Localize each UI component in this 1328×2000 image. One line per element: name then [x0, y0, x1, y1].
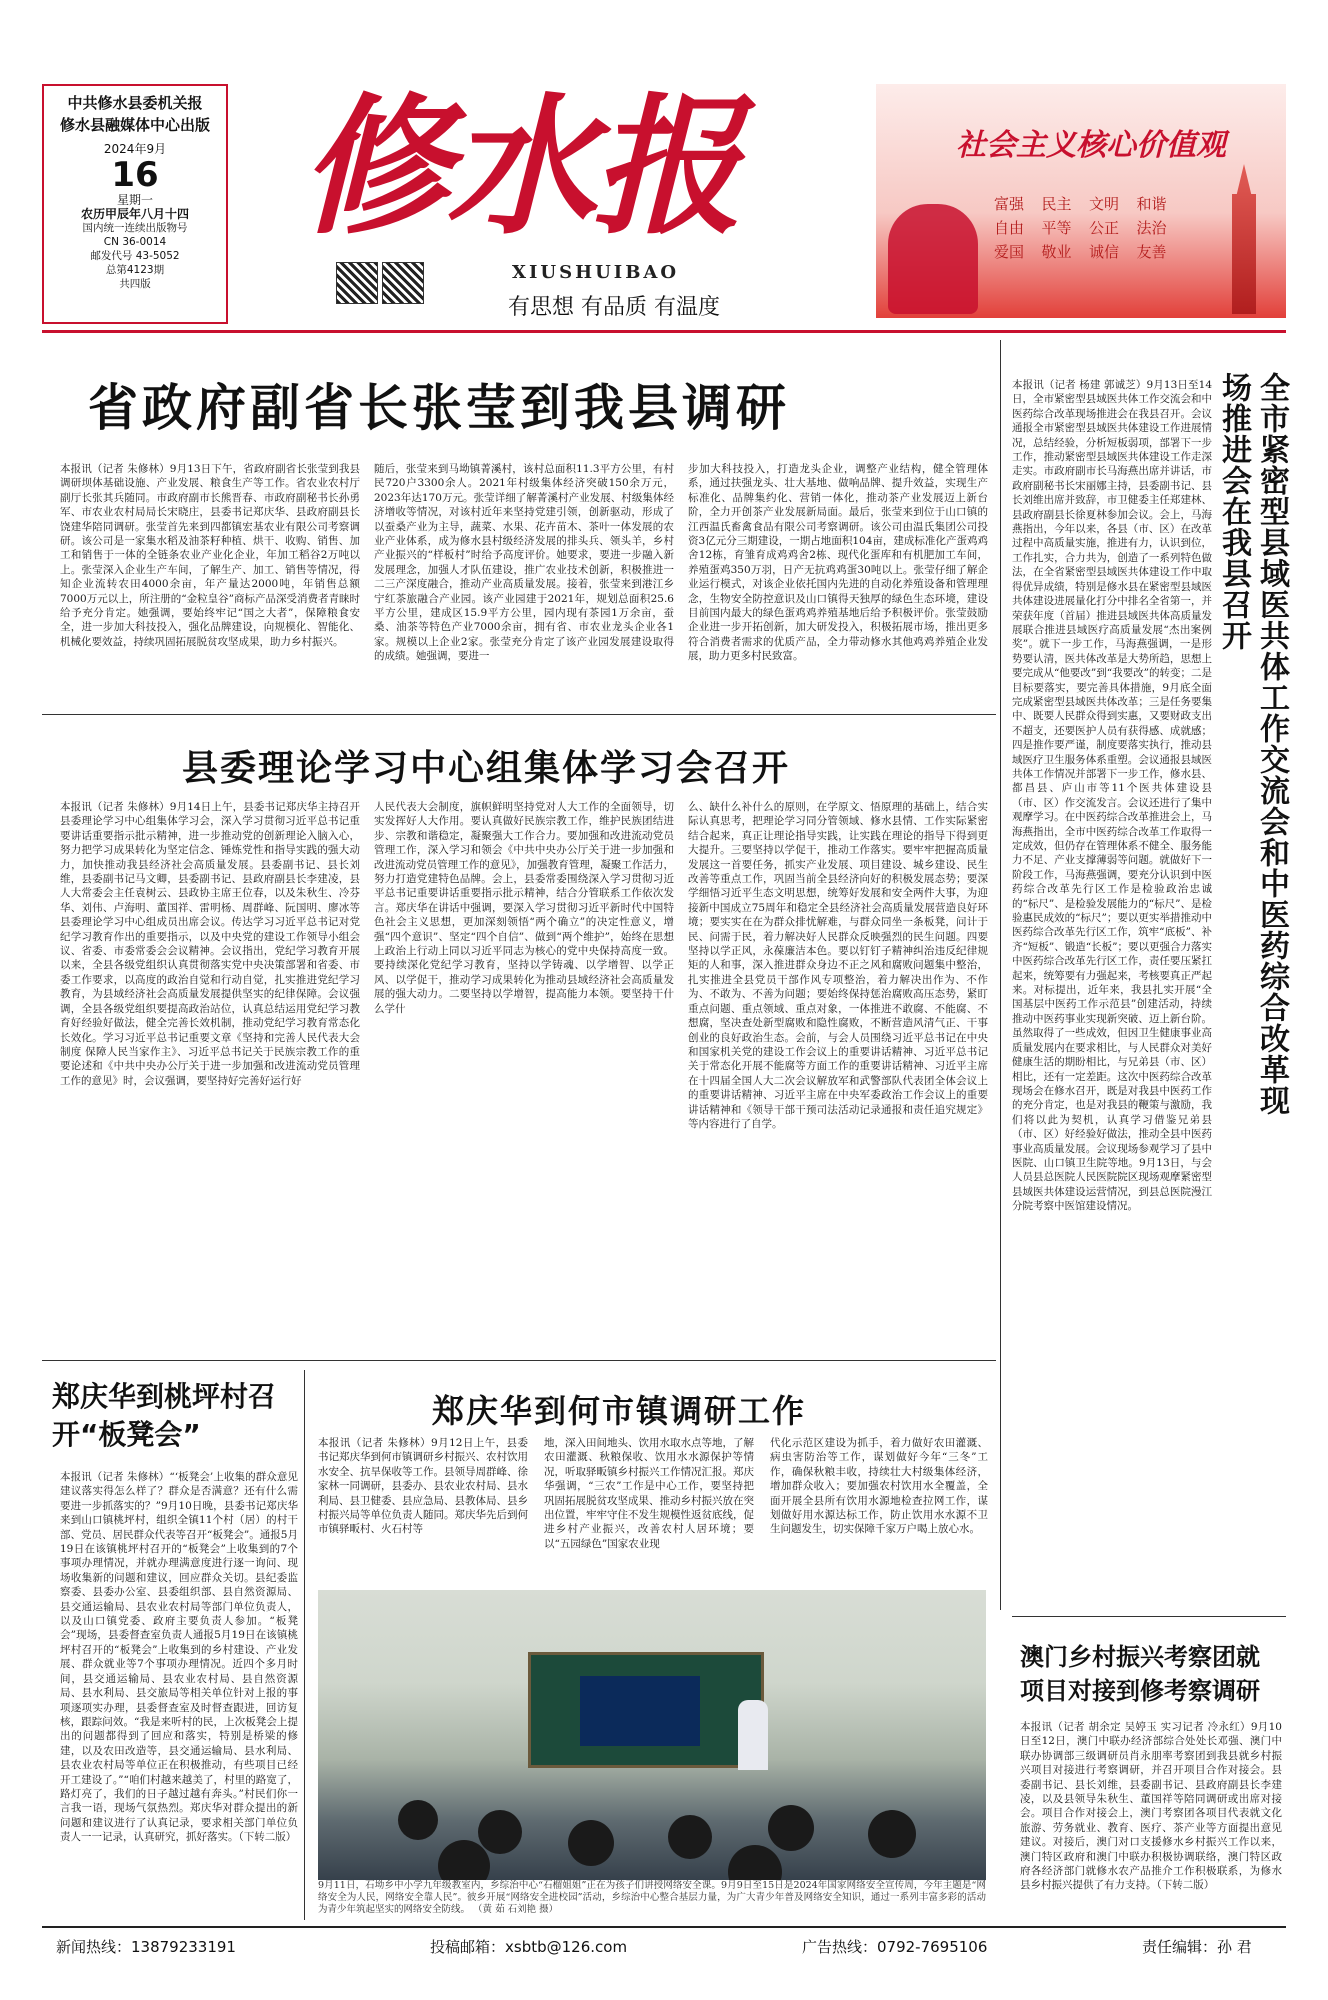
- qr-code-icon: [382, 262, 424, 304]
- value-item: 爱国: [994, 243, 1025, 261]
- photo-credit: （黄 茹 石刘艳 摄）: [473, 1904, 559, 1915]
- value-item: 法治: [1136, 219, 1167, 237]
- lead-article-col2: 随后，张莹来到马坳镇菁溪村，该村总面积11.3平方公里，有村民720户3300余人。2021年村级集体经济突破150余万元，2023年达170万元。张莹详细了解菁溪村产业发展、村级集体经济增收等情况，对该村近年来坚持党建引领，创新驱动，形成了以蚕桑产业为主导，蔬菜、水果、花卉苗木、茶叶一体发展的农业产业体系，成为修水县村级经济发展的排头兵、领头羊，乡村产业振兴的“样板村”时给予高度评价。她要求，要进一步融入新发展理念，加强人才队伍建设，推广农业技术创新，积极推进一二三产深度融合，推动产业高质量发展。接着，张莹来到港江乡宁红茶旅融合产业园。该产业园建于2021年，规划总面积25.6平方公里，建成区15.9平方公里，园内现有茶园1万余亩，蚕桑、油茶等特色产业7000余亩，拥有省、市农业龙头企业各1家。规模以上企业2家。张莹充分肯定了该产业园发展建设取得的成绩。她强调，要进一: [374, 463, 674, 663]
- postal-code: 邮发代号 43-5052: [90, 250, 180, 262]
- caption-text: 9月11日，石坳乡中小学九年级教室内，乡综治中心“石榴姐姐”正在为孩子们讲授网络安全课。9月9日至15日是2024年国家网络安全宣传周，今年主题是“网络安全为人民，网络安全靠人民”。彼乡开展“网络安全进校园”活动，乡综治中心整合基层力量，为广大青少年普及网络安全知识，通过一系列丰富多彩的活动为青少年筑起坚实的网络安全防线。: [318, 1880, 986, 1915]
- value-item: 富强: [994, 195, 1025, 213]
- student-head: [478, 1810, 522, 1854]
- footer-rule: [42, 1926, 1286, 1928]
- page-count: 共四版: [119, 278, 151, 290]
- news-hotline: 新闻热线：13879233191: [56, 1938, 236, 1956]
- macao-delegation-body: 本报讯（记者 胡余定 吴婷玉 实习记者 冷永红）9月10日至12日，澳门中联办经济部综合处处长邓强、澳门中联办协调部三级调研员肖永朋率考察团到我县就乡村振兴项目对接进行考察调研，并召开项目合作对接会。县委副书记、县长刘维，县委副书记、县政府副县长李建凌，以及县领导朱秋生、董国祥等陪同调研或出席对接会。项目合作对接会上，澳门考察团各项目代表就文化旅游、劳务就业、教育、医疗、茶产业等方面提出意见建议。对接后，澳门对口支援修水乡村振兴工作以来，澳门特区政府和澳门中联办积极协调联络，澳门特区政府各经济部门就修水农产品推介工作积极联系，为修水县乡村振兴提供了有力支持。（下转二版）: [1020, 1721, 1282, 1892]
- submission-email: 投稿邮箱：xsbtb@126.com: [430, 1938, 628, 1956]
- value-item: 友善: [1136, 243, 1167, 261]
- issue-day: 16: [111, 155, 159, 195]
- divider: [42, 714, 996, 715]
- cn-number: CN 36-0014: [103, 236, 167, 248]
- student-head: [668, 1815, 712, 1859]
- publisher-line-1: 中共修水县委机关报: [67, 94, 203, 112]
- heshi-research-col2: 地，深入田间地头、饮用水取水点等地，了解农田灌溉、秋粮保收、饮用水水源保护等情况，听取驿畈镇乡村振兴工作情况汇报。郑庆华强调，“三农”工作是中心工作，要坚持把巩固拓展脱贫攻坚成果、推动乡村振兴放在突出位置，牢牢守住不发生规模性返贫底线，促进乡村产业振兴，改善农村人居环境；要以“五园绿色”国家农业现: [544, 1437, 754, 1550]
- publisher-line-2: 修水县融媒体中心出版: [59, 116, 210, 134]
- logo-pinyin: XIUSHUIBAO: [512, 262, 680, 283]
- heshi-research-col3: 代化示范区建设为抓手，着力做好农田灌溉、病虫害防治等工作，谋划做好今年“三冬”工作，确保秋粮丰收，持续壮大村级集体经济，增加群众收入；要加强农村饮用水全覆盖，全面开展全县所有饮用水源地检查拉网工作，谋划做好用水源达标工作，防止饮用水水源不卫生问题发生，切实保障千家万户喝上放心水。: [770, 1437, 988, 1536]
- bench-meeting-body: 本报讯（记者 朱修林）“‘板凳会’上收集的群众意见建议落实得怎么样了？群众是否满意？还有什么需要进一步抓落实的？”9月10日晚，县委书记郑庆华来到山口镇桃坪村，组织全镇11个村（居）的村干部、党员、居民群众代表等召开“板凳会”。通报5月19日在该镇桃坪村召开的“板凳会”上收集到的7个事项办理情况，并就办理满意度进行逐一询问、现场收集新的问题和建议，回应群众关切。县纪委监察委、县委办公室、县委组织部、县自然资源局、县交通运输局、县农业农村局等部门单位负责人，以及山口镇党委、政府主要负责人参加。“板凳会”现场，县委督查室负责人通报5月19日在该镇桃坪村召开的“板凳会”上收集到的乡村建设、产业发展、群众就业等7个事项办理情况。近四个多月时间，县交通运输局、县农业农村局、县自然资源局、县水利局、县交旅局等相关单位针对上报的事项逐项实办理，县委督查室及时督查跟进，回访复核，跟踪问效。“我是来听村的民，上次板凳会上提出的问题都得到了回应和落实，特别是桥梁的修建，以及农田改造等，县交通运输局、县水利局、县农业农村局等单位正在积极推动，有些项目已经开工建设了。”“咱们村越来越美了，村里的路宽了，路灯亮了，我们的日子越过越有奔头。”村民们你一言我一语，现场气氛热烈。郑庆华对群众提出的新问题和建议进行了认真记录，要求相关部门单位负责人一一记录，认真研究，抓好落实。（下转二版）: [60, 1471, 298, 1844]
- theory-study-col1: 本报讯（记者 朱修林）9月14日上午，县委书记郑庆华主持召开县委理论学习中心组集体学习会，深入学习贯彻习近平总书记重要讲话重要指示批示精神，进一步推动党的创新理论入脑入心，努力把学习成果转化为坚定信念、锤炼党性和指导实践的强大动力，加快推动我县经济社会高质量发展。县委副书记、县长刘维，县委副书记马文卿，县委副书记、县政府副县长李建凌，县人大常委会主任袁树云、县政协主席王位春，以及朱秋生、冷芬华、刘伟、卢海明、董国祥、雷明杨、周群峰、阮国明、廖冰等县委理论学习中心组成员出席会议。传达学习习近平总书记对党纪学习教育作出的重要指示，以及中央党的建设工作领导小组会议、省委、市委常委会会议精神。会议指出，党纪学习教育开展以来，全县各级党组织认真贯彻落实党中央决策部署和省委、市委工作要求，以高度的政治自觉和行动自觉，扎实推进党纪学习教育，为县域经济社会高质量发展提供坚实的纪律保障。会议强调，全县各级党组织要提高政治站位，认真总结运用党纪学习教育好经验好做法，健全完善长效机制，推动党纪学习教育常态化长效化。学习习近平总书记重要文章《坚持和完善人民代表大会制度 保障人民当家作主》、习近平总书记关于民族宗教工作的重要论述和《中共中央办公厅关于进一步加强和改进流动党员管理工作的意见》时，会议强调，要坚持好完善好运行好: [60, 801, 360, 1087]
- divider: [42, 1360, 996, 1361]
- heshi-research-headline: 郑庆华到何市镇调研工作: [432, 1392, 807, 1430]
- lead-headline: 省政府副省长张莹到我县调研: [88, 379, 790, 437]
- theory-study-col3: 么、缺什么补什么的原则，在学原文、悟原理的基础上，结合实际认真思考，把理论学习同分管领域、修水县情、工作实际紧密结合起来，真正让理论指导实践，让实践在理论的指导下得到更大提升。三要坚持以学促干，推动工作落实。要牢牢把握高质量发展这一首要任务，抓实产业发展、项目建设、城乡建设、民生改善等重点工作，巩固当前全县经济向好的积极发展态势；要深学细悟习近平生态文明思想，统筹好发展和安全两件大事，为迎接新中国成立75周年和稳定全县经济社会高质量发展营造良好环境；要实实在在为群众排忧解难，与群众同坐一条板凳，问计于民、问需于民，着力解决好人民群众反映强烈的民生问题。四要坚持以学正风，永葆廉洁本色。要以钉钉子精神纠治违反纪律规矩的人和事，深入推进群众身边不正之风和腐败问题集中整治，扎实推进全县党员干部作风专项整治，着力解决出作为、不作为、不敢为、不善为问题；要始终保持惩治腐败高压态势，紧盯重点问题、重点领域、重点对象，一体推进不敢腐、不能腐、不想腐，坚决查处新型腐败和隐性腐败，不断营造风清气正、干事创业的良好政治生态。会前，与会人员围绕习近平总书记在中央和国家机关党的建设工作会议上的重要讲话精神、习近平总书记关于常态化开展不能腐等方面工作的重要讲话精神、习近平主席在十四届全国人大二次会议解放军和武警部队代表团全体会议上的重要讲话精神、习近平主席在中央军委政治工作会议上的重要讲话精神和《领导干部干预司法活动记录通报和责任追究规定》等内容进行了自学。: [688, 801, 988, 1130]
- qr-code-icon: [336, 262, 378, 304]
- student-head: [868, 1810, 916, 1858]
- column-divider: [1000, 340, 1001, 1610]
- issue-number: 总第4123期: [105, 264, 165, 276]
- masthead-rule: [42, 330, 1286, 333]
- teacher-figure: [738, 1700, 768, 1770]
- core-values-banner: [876, 84, 1286, 318]
- theory-study-col2: 人民代表大会制度，旗帜鲜明坚持党对人大工作的全面领导，切实发挥好人大作用。要认真做好民族宗教工作，维护民族团结进步、宗教和谐稳定，凝聚强大工作合力。要加强和改进流动党员管理工作，深入学习和领会《中共中央办公厅关于进一步加强和改进流动党员管理工作的意见》，加强教育管理，凝聚工作活力，努力打造党建特色品牌。会上，县委常委围绕深入学习贯彻习近平总书记重要讲话重要指示批示精神，结合分管联系工作依次发言。郑庆华在讲话中强调，要深入学习贯彻习近平新时代中国特色社会主义思想，更加深刻领悟“两个确立”的决定性意义，增强“四个意识”、坚定“四个自信”、做到“两个维护”，始终在思想上政治上行动上同以习近平同志为核心的党中央保持高度一致。要持续深化党纪学习教育，坚持以学铸魂、以学增智、以学正风、以学促干，推动学习成果转化为推动县域经济社会高质量发展的强大动力。二要坚持以学增智，提高能力本领。要坚持干什么学什: [374, 801, 674, 1015]
- lunar-date: 农历甲辰年八月十四: [80, 207, 189, 221]
- projector-screen: [580, 1676, 700, 1746]
- theory-study-headline: 县委理论学习中心组集体学习会召开: [182, 748, 791, 789]
- student-head: [568, 1820, 614, 1866]
- medical-conference-headline: 全市紧密型县域医共体工作交流会和中医药综合改革现场推进会在我县召开: [1216, 372, 1289, 1116]
- column-divider: [304, 1370, 305, 1920]
- heshi-research-col1: 本报讯（记者 朱修林）9月12日上午，县委书记郑庆华到何市镇调研乡村振兴、农村饮用水安全、抗旱保收等工作。县领导周群峰、徐家林一同调研，县委办、县农业农村局、县水利局、县卫健委、县应急局、县教体局、县乡村振兴局等单位负责人随同。郑庆华先后到何市镇驿畈村、火石村等: [318, 1437, 528, 1536]
- stone-lion-icon: [888, 204, 978, 314]
- value-item: 自由: [994, 219, 1025, 237]
- lead-article-col3: 步加大科技投入，打造龙头企业，调整产业结构，健全管理体系，通过扶强龙头、壮大基地、做响品牌、提升效益，实现生产标准化、品牌集约化、营销一体化，推动茶产业发展迈上新台阶，全力开创茶产业发展新局面。最后，张莹来到位于山口镇的江西温氏畜禽食品有限公司考察调研。该公司由温氏集团公司投资3亿元分三期建设，一期占地面积104亩，建成标准化产蛋鸡鸡舍12栋，育雏育成鸡鸡舍2栋、现代化蛋库和有机肥加工车间，养殖蛋鸡350万羽，日产无抗鸡鸡蛋30吨以上。张莹仔细了解企业运行模式，对该企业依托国内先进的自动化养殖设备和管理理念，生物安全防控意识及山口镇得天独厚的绿色生态环境，建设目前国内最大的绿色蛋鸡鸡养殖基地后给予积极评价。张莹鼓励企业进一步开拓创新，加大研发投入，积极拓展市场，推出更多符合消费者需求的优质产品，全力带动修水其他鸡鸡养殖企业发展，助力更多村民致富。: [688, 463, 988, 663]
- value-item: 文明: [1089, 195, 1120, 213]
- value-item: 和谐: [1136, 195, 1167, 213]
- slogan: 有思想 有品质 有温度: [508, 295, 720, 320]
- macao-delegation-headline: 澳门乡村振兴考察团就项目对接到修考察调研: [1020, 1643, 1260, 1705]
- classroom-photo: [318, 1590, 986, 1898]
- bench-meeting-headline: 郑庆华到桃坪村召开“板凳会”: [52, 1380, 277, 1451]
- issue-month: 2024年9月: [103, 142, 167, 156]
- value-item: 敬业: [1041, 243, 1072, 261]
- photo-caption: [318, 1880, 986, 1924]
- divider: [1012, 1616, 1286, 1617]
- issue-info-box: [42, 84, 228, 324]
- value-item: 公正: [1089, 219, 1120, 237]
- medical-conference-body: 本报讯（记者 杨建 郭诚芝）9月13日至14日，全市紧密型县域医共体工作交流会和中医药综合改革现场推进会在我县召开。会议通报全市紧密型县域医共体建设工作进展情况，总结经验，分析短板弱项，部署下一步工作，推动紧密型县域医共体建设工作走深走实。市政府副市长马海燕出席并讲话，市政府副秘书长宋丽娜主持，县委副书记、县长刘维出席并致辞，市卫健委主任郑建林、县政府副县长徐夏林参加会议。会上，马海燕指出，今年以来，各县（市、区）在改革过程中高质量实施，推进有力，认识到位，工作扎实，合力共为，创造了一系列特色做法，在全省紧密型县域医共体建设工作中取得优异成绩，特别是修水县在紧密型县域医共体建设进展量化打分中排名全省第一，并荣获年度（首届）推进县域医共体高质量发展联合推进县域医疗高质量发展“杰出案例奖”。就下一步工作，马海燕强调，一是形势要认清，医共体改革是大势所趋，思想上要完成从“他要改”到“我要改”的转变；二是目标要落实，要完善具体措施，9月底全面完成紧密型县域医共体改革；三是任务要集中、既要人民群众得到实惠，又要财政支出不超支，还要医护人员有获得感、成就感；四是推作要严谨，制度要落实执行，推动县域医疗卫生服务体系重塑。会议通报县域医共体工作情况并部署下一步工作，修水县、都昌县、庐山市等11个医共体建设县（市、区）作交流发言。会议还进行了集中观摩学习。在中医药综合改革推进会上，马海燕指出，全市中医药综合改革工作取得一定成效，但仍存在管理体系不健全、服务能力不足、产业支撑薄弱等问题。就做好下一阶段工作，马海燕强调，要充分认识到中医药综合改革先行区工作是检验政治忠诚的“标尺”、是检验发展能力的“标尺”、是检验惠民成效的“标尺”；要以更实举措推动中医药综合改革先行区工作，筑牢“底板”、补齐“短板”、锻造“长板”；要以更强合力落实中医药综合改革先行区工作，责任要压紧扛起来，统筹要有力强起来，考核要真正严起来。对标提出，近年来，我县扎实开展“全国基层中医药工作示范县”创建活动，持续推动中医药事业实现新突破、迈上新台阶。虽然取得了一些成效，但因卫生健康事业高质量发展内在要求相比，与人民群众对美好健康生活的期盼相比，与兄弟县（市、区）相比，还有一定差距。这次中医药综合改革现场会在修水召开，既是对我县中医药工作的充分肯定，也是对我县的鞭策与激励，我们将以此为契机，认真学习借鉴兄弟县（市、区）好经验好做法，推动全县中医药事业高质量发展。会议现场参观学习了县中医院、山口镇卫生院等地。9月13日，与会人员县总医院人民医院院区现场观摩紧密型县域医共体建设运营情况，到县总医院漫江分院考察中医馆建设情况。: [1012, 379, 1212, 1213]
- core-values-grid: [994, 192, 1184, 264]
- lead-article-col1: 本报讯（记者 朱修林）9月13日下午，省政府副省长张莹到我县调研坝体基础设施、产业发展、粮食生产等工作。省农业农村厅副厅长张其兵随同。市政府副市长熊晋春、市政府副秘书长孙勇军、市农业农村局局长宋晓庄，县委书记郑庆华、县政府副县长饶建华陪同调研。张莹首先来到四都镇宏基农业有限公司考察调研。该公司是一家集水稻及油茶籽种植、烘干、收购、销售、加工和销售于一体的全链条农业产业化企业，年加工稻谷2万吨以上。张莹深入企业生产车间，了解生产、加工、销售等情况，得知企业流转农田4000余亩，年产量达2000吨，年销售总额7000万元以上，所注册的“金粒皇谷”商标产品深受消费者青睐时给予充分肯定。她强调，要始终牢记“国之大者”，保障粮食安全，进一步加大科技投入，强化品牌建设，向规模化、智能化、机械化要效益，持续巩固拓展脱贫攻坚成果，助力乡村振兴。: [60, 463, 360, 648]
- value-item: 民主: [1041, 195, 1072, 213]
- pagoda-icon: [1214, 164, 1274, 314]
- responsible-editor: 责任编辑：孙 君: [1142, 1938, 1252, 1956]
- value-item: 平等: [1041, 219, 1072, 237]
- student-head: [398, 1800, 438, 1840]
- newspaper-logo: 修水报: [300, 79, 739, 255]
- banner-title: 社会主义核心价值观: [956, 128, 1226, 163]
- weekday: 星期一: [116, 193, 153, 207]
- ad-hotline: 广告热线：0792-7695106: [802, 1938, 988, 1956]
- cn-label: 国内统一连续出版物号: [82, 222, 188, 234]
- student-head: [768, 1805, 814, 1851]
- value-item: 诚信: [1089, 243, 1120, 261]
